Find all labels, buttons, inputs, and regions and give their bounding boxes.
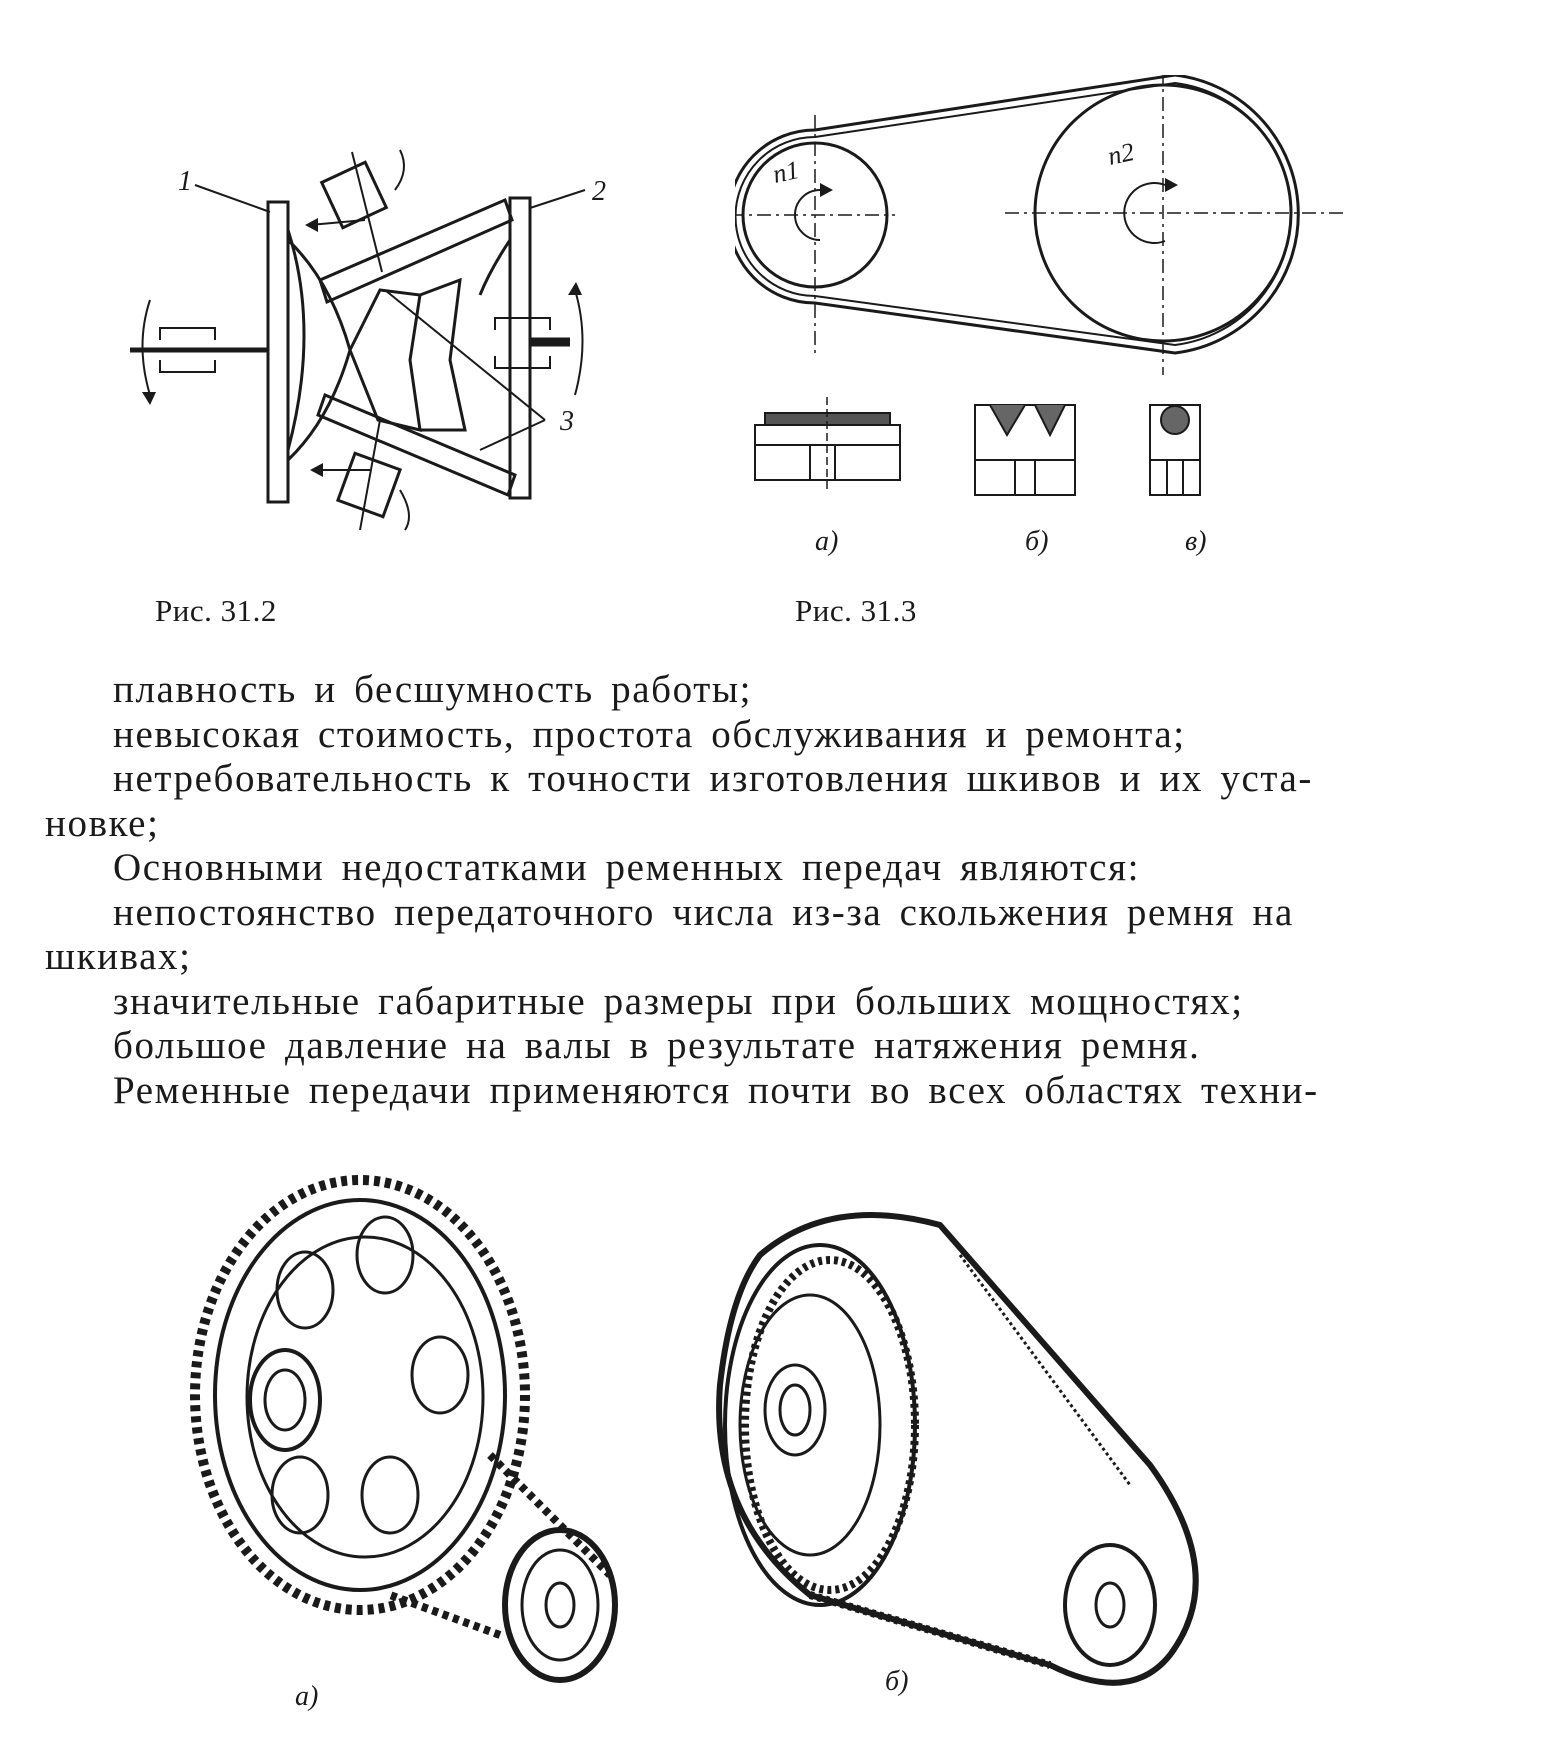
sprocket-hole <box>357 1217 413 1293</box>
paragraph-6: значительные габаритные размеры при больших мощностях; <box>113 979 1244 1023</box>
figure-31-2-label-2: 2 <box>592 176 606 207</box>
left-disc <box>268 202 288 502</box>
figure-31-2-label-1: 1 <box>178 166 192 197</box>
figure-31-2-label-3: 3 <box>560 406 574 437</box>
right-disc <box>510 198 530 498</box>
small-toothed-pulley <box>1065 1545 1155 1665</box>
figure-toothed-belt-drive <box>700 1185 1260 1705</box>
chain-drive-drawing <box>190 1175 710 1715</box>
hub <box>250 1350 320 1450</box>
figure-31-3-sub-a: а) <box>815 526 839 557</box>
sprocket-hole <box>412 1337 468 1413</box>
figure-31-3 <box>735 75 1355 575</box>
v-belt-section <box>975 405 1075 495</box>
pulley-label-n1: n1 <box>770 155 802 189</box>
large-sprocket <box>215 1200 505 1590</box>
chain-drive-sub-a: а) <box>295 1681 319 1712</box>
paragraph-4: Основными недостатками ременных передач являются: <box>113 846 1141 889</box>
figure-31-2-drawing <box>120 130 660 550</box>
chain-outer <box>195 1180 525 1610</box>
belt <box>735 75 1298 353</box>
figure-chain-drive <box>190 1175 710 1715</box>
pulley-label-n2: n2 <box>1105 137 1137 171</box>
paragraph-3-continued: новке; <box>45 801 160 845</box>
toothed-belt-sub-b: б) <box>885 1666 909 1697</box>
body-text <box>45 668 1445 1113</box>
paragraph-7: большое давление на валы в результате натяжения ремня. <box>113 1024 1201 1067</box>
sprocket-hole <box>272 1457 328 1533</box>
figure-31-2-caption: Рис. 31.2 <box>155 593 277 628</box>
sprocket-hole <box>362 1457 418 1533</box>
paragraph-2: невысокая стоимость, простота обслуживания и ремонта; <box>113 712 1186 756</box>
figure-31-3-drawing <box>735 75 1355 575</box>
paragraph-5: непостоянство передаточного числа из-за скольжения ремня на <box>113 890 1294 934</box>
left-concave <box>288 230 304 450</box>
hub <box>765 1365 825 1455</box>
paragraph-5-continued: шкивах; <box>45 935 192 978</box>
sprocket-hole <box>277 1252 333 1328</box>
chain-strand <box>390 1455 610 1635</box>
figure-31-3-sub-c: в) <box>1185 526 1207 557</box>
paragraph-1: плавность и бесшумность работы; <box>113 668 753 711</box>
paragraph-8: Ременные передачи применяются почти во всех областях техни- <box>113 1068 1319 1112</box>
paragraph-3: нетребовательность к точности изготовления шкивов и их уста- <box>113 757 1313 800</box>
figure-31-2 <box>120 130 660 550</box>
figure-31-3-sub-b: б) <box>1025 526 1049 557</box>
figure-31-3-caption: Рис. 31.3 <box>795 593 917 628</box>
toothed-belt-drive-drawing <box>700 1185 1260 1705</box>
